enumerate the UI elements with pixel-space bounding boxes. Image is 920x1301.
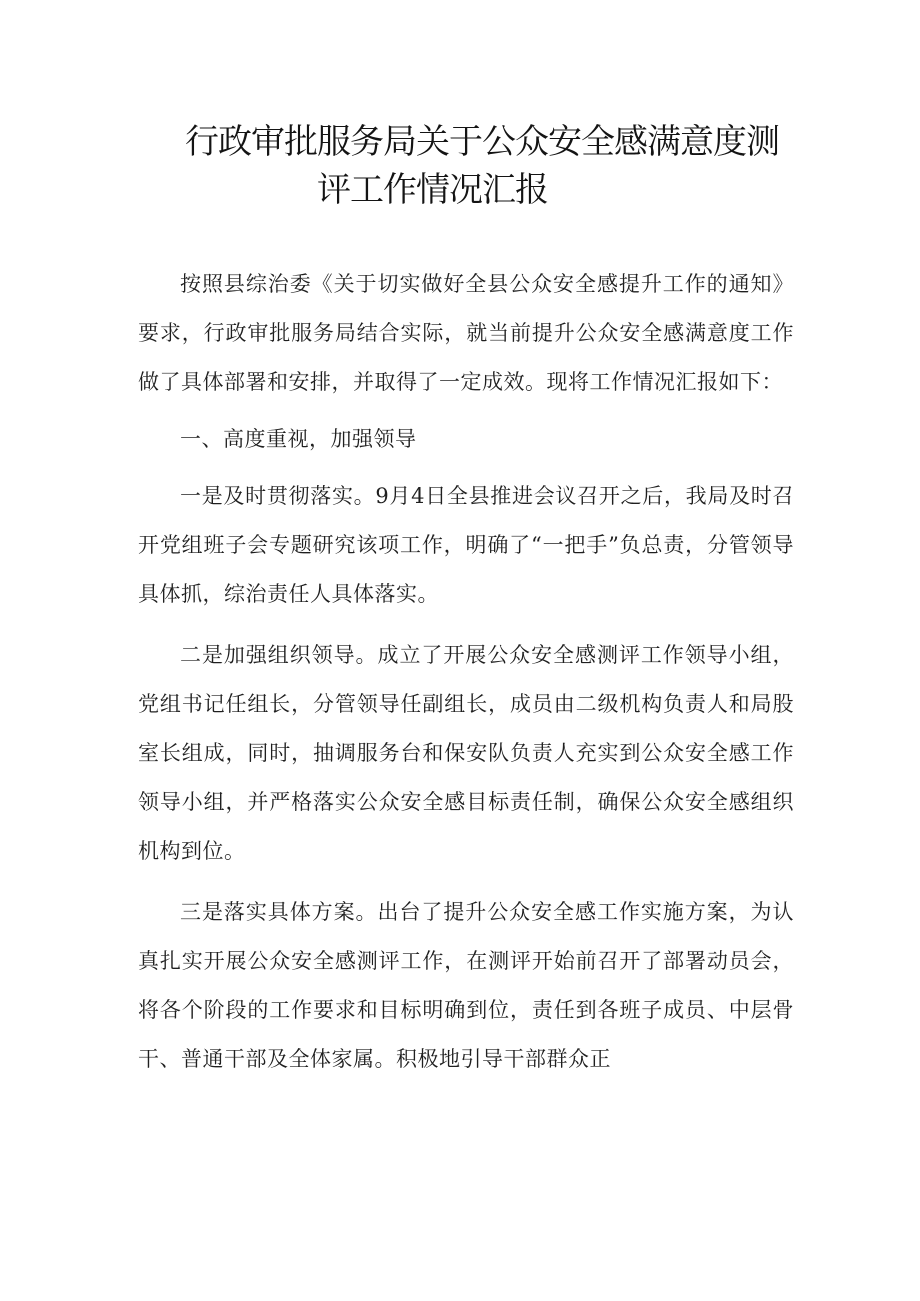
paragraph-point-1: 一是及时贯彻落实。9月4日全县推进会议召开之后，我局及时召开党组班子会专题研究该项工作，明确了“一把手”负总责，分管领导具体抓，综治责任人具体落实。 bbox=[138, 484, 794, 606]
section-heading-1: 一、高度重视，加强领导 bbox=[180, 427, 417, 451]
title-line-2: 评工作情况汇报 bbox=[317, 170, 548, 210]
paragraph-point-2: 二是加强组织领导。成立了开展公众安全感测评工作领导小组，党组书记任组长，分管领导任副组长，成员由二级机构负责人和局股室长组成，同时，抽调服务台和保安队负责人充实到公众安全感工作领导小组，并严格落实公众安全感目标责任制，确保公众安全感组织机构到位。 bbox=[138, 643, 794, 863]
title-line-1: 行政审批服务局关于公众安全感满意度测 bbox=[185, 122, 779, 162]
paragraph-point-3: 三是落实具体方案。出台了提升公众安全感工作实施方案，为认真扎实开展公众安全感测评工作，在测评开始前召开了部署动员会，将各个阶段的工作要求和目标明确到位，责任到各班子成员、中层骨干、普通干部及全体家属。积极地引导干部群众正 bbox=[138, 900, 794, 1071]
paragraph-intro: 按照县综治委《关于切实做好全县公众安全感提升工作的通知》要求，行政审批服务局结合实际，就当前提升公众安全感满意度工作做了具体部署和安排，并取得了一定成效。现将工作情况汇报如下： bbox=[138, 272, 794, 394]
document-body bbox=[138, 260, 794, 1084]
document-title bbox=[185, 118, 805, 214]
